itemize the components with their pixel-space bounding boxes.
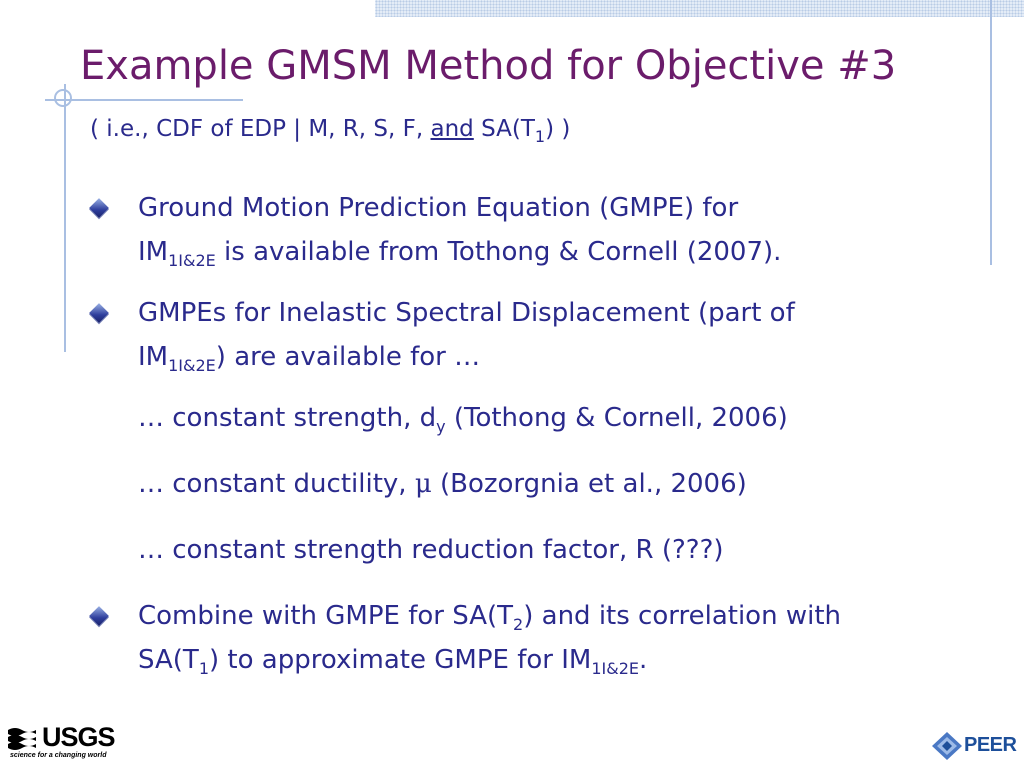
slide-subtitle: ( i.e., CDF of EDP | M, R, S, F, and $SA(T_1)$ ) [90,116,571,146]
sub-item-constant-strength: … constant strength, $d_y$ (Tothong & Cornell, 2006) [138,403,788,436]
peer-wordmark: PEER [964,734,1017,756]
circle-decoration [54,89,72,107]
bullet-item-2 [90,291,970,379]
right-decorative-line [990,0,992,265]
usgs-wordmark: USGS [42,722,115,752]
sub-item-constant-ductility: … constant ductility, μ (Bozorgnia et al., 2006) [138,469,747,499]
bullet-2-line-1: GMPEs for Inelastic Spectral Displacement (part of [138,298,795,328]
usgs-logo [8,722,118,764]
bullet-item-3 [90,594,970,682]
peer-logo [930,730,1018,762]
bullet-3-line-1: Combine with GMPE for $SA(T_2)$ and its correlation with [138,601,841,634]
bullet-3-line-2: $SA(T_1)$ to approximate GMPE for $IM_{1I\&2E}$. [138,645,648,678]
bullet-1-line-2: $IM_{1I\&2E}$ is available from Tothong & Cornell (2007). [138,237,782,270]
slide-title: Example GMSM Method for Objective #3 [80,43,897,89]
bullet-2-line-2: $IM_{1I\&2E}$) are available for … [138,342,481,375]
subtitle-and-underlined: and [430,116,474,142]
mu-symbol: μ [414,469,432,499]
peer-diamond-icon [930,730,964,762]
title-underline-decoration [45,99,243,101]
usgs-tagline: science for a changing world [10,752,107,759]
bullet-1-line-1: Ground Motion Prediction Equation (GMPE) for [138,193,739,223]
bullet-item-1 [90,186,970,274]
usgs-wave-icon [8,726,38,750]
top-decorative-band [375,0,1024,17]
sub-item-strength-reduction: … constant strength reduction factor, R (???) [138,535,724,565]
left-decorative-line [64,84,66,352]
